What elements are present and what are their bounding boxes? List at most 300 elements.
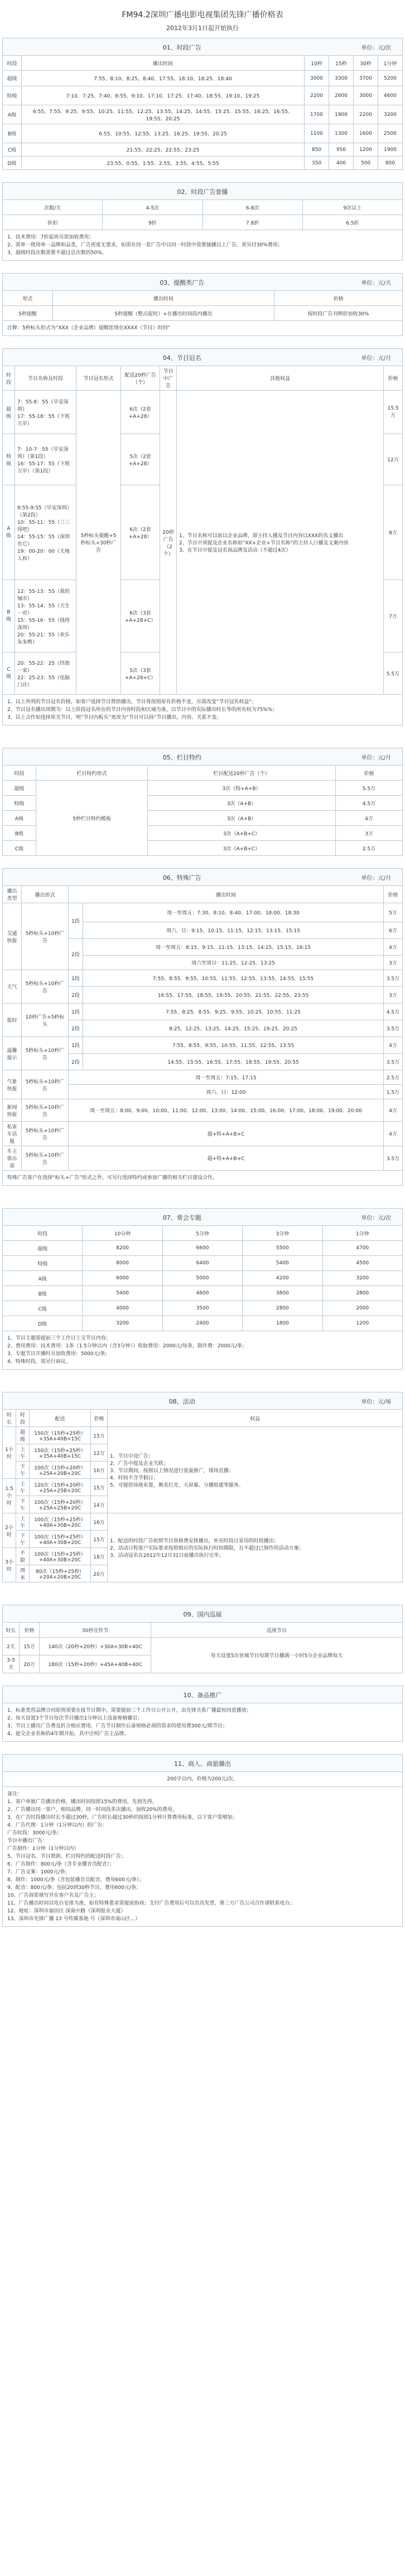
col-header: 节目冠名形式: [76, 366, 121, 391]
section-title: [2, 1208, 403, 1225]
table-row: [3, 781, 403, 796]
time-cell: 周六、日：12:00: [69, 1085, 384, 1099]
table-row: [3, 1316, 403, 1331]
price-cell: 2600: [329, 86, 354, 105]
table-row: [3, 1146, 403, 1171]
price-cell: 4500: [322, 1256, 402, 1271]
note-line: 1、标准类营品牌合同原则须要在接节目期中，需要提前三个工作日公开公开，由先锋关系广播最短同意播放；: [7, 1708, 252, 1713]
note-line: 1、技术费用：7折起再另需加收费用；: [7, 235, 94, 240]
price-cell: 3万: [384, 987, 403, 1004]
section-title: [2, 38, 403, 55]
topics-table: [2, 1225, 403, 1331]
table-row: [3, 124, 403, 143]
ad-cell: 3次（A+B+C）: [148, 841, 336, 856]
price-cell: 1100: [305, 124, 329, 143]
time-cell: 超+特+A+B+C: [69, 1146, 384, 1171]
reminder-table: [2, 290, 403, 321]
price-cell: 3300: [329, 71, 354, 86]
price-cell: 2000: [322, 1301, 402, 1316]
rights-cell: 1、节目中设广告； 2、广告中提及企业关联； 3、节目期间，按照以上情况进行流量推广，现场直播； 4、时间不含节假日； 5、可提供场地布置，舞美灯光、大屏幕、分播组建等服务。: [108, 1427, 403, 1513]
time-cell: 周六、日：9:15、10:15、11:15、12:15、13:15、15:15: [83, 922, 384, 939]
table-row: [3, 1122, 403, 1146]
price-cell: 2400: [162, 1316, 242, 1331]
price-cell: 4万: [384, 1122, 403, 1146]
grade-cell: C级: [3, 841, 36, 856]
slot-cell: 下午: [16, 1462, 30, 1479]
form-cell: 5秒标头+10秒广告: [22, 903, 69, 970]
ad-cell: 6次（2套+A+28）: [121, 391, 160, 434]
remarks: [2, 1787, 403, 1927]
grade-cell: 特级: [3, 86, 22, 105]
config-cell: 100次（15秒+25秒）+40A+30B+20C: [30, 1531, 91, 1548]
grade-cell: D级: [3, 1316, 83, 1331]
config-cell: 180次（15秒+20秒）+45A+40B+40C: [40, 1655, 151, 1673]
table-row: [3, 970, 403, 987]
price-cell: 1200: [354, 143, 378, 157]
col-header: 播出类型: [3, 886, 22, 903]
config-cell: 150次（15秒+25秒）+35A+40B+15C: [30, 1444, 91, 1462]
rights-cell: 1、配送的时段广告依照节目资格费安排播出，补充时段日采用的时段播出； 2、活动日程客户实际要求按照相应的实际执行时间期限，且不超过已制作的活动方案； 3、活动冠名在2012年12月31日前播出执行完毕。: [108, 1513, 403, 1582]
table-cell: 折扣: [3, 215, 103, 230]
sub-cell: 2段: [69, 939, 83, 970]
price-cell: 4600: [378, 86, 403, 105]
duration-cell: 1小时: [3, 1427, 16, 1479]
note-line: 备注：: [7, 1791, 23, 1797]
table-cell: 4-5次: [103, 200, 202, 215]
col-header: 1分钟: [322, 1226, 402, 1241]
note-line: 1、客户单独广告播出价格，播出时间按照15%的费用，先到先得。: [7, 1799, 157, 1805]
note-line: 4、广告代理：1分钟（1分钟以内）的广告：: [7, 1823, 108, 1828]
grade-cell: B级: [3, 1286, 83, 1301]
program-cell: 7：55-8：55（早安深圳） 17：55-18：55（下班万岁）: [15, 391, 76, 434]
slot-cell: 上午: [16, 1513, 30, 1531]
sub-cell: 2段: [69, 987, 83, 1004]
col-header: 价格: [20, 1623, 40, 1638]
form-cell: 5秒标头+10秒广告: [22, 1037, 69, 1070]
grade-cell: B级: [3, 580, 15, 652]
section-notes: 特殊广告客户在选择“标头+广告”形式之外，可另行选择特约或参加广播的相关栏目建设合作。: [2, 1171, 403, 1186]
table-row: [3, 1513, 403, 1531]
grade-cell: 特级: [3, 796, 36, 811]
col-header: 时长: [3, 1623, 20, 1638]
table-row: [3, 1241, 403, 1256]
note-line: 3、在广告时段播出时长不超过30秒，广告时长超过30秒的按照1分钟计算费用标准，以下客户需增加；: [7, 1815, 238, 1820]
ad-cell: 3次（特+A+B）: [148, 781, 336, 796]
note-line: 7、广告文案：1000元/条；: [7, 1869, 70, 1875]
note-line: 2、广告播出同一客户，相同品牌，同一时间段多次播出，加收20%的费用。: [7, 1807, 177, 1813]
price-cell: 15.5万: [384, 391, 403, 434]
time-cell: 超+特+A+B+C: [69, 1122, 384, 1146]
col-header: 播出形式: [22, 886, 69, 903]
price-cell: 3800: [243, 1286, 322, 1301]
section-title-text: 08、活动: [168, 1398, 195, 1405]
form-cell: 5秒栏目特约模板: [36, 781, 148, 856]
note-line: 2、节目冠名播出周期为：以上阶段冠名所在的节目内容时段和区域为准，以节目中的实际播出时长等的所有权为75%%；: [7, 707, 278, 713]
section-notes: 注释：5秒标头形式为“XXX（企业品牌）提醒您现在XXXX（节目）时间”: [2, 321, 403, 336]
duration-cell: 2天: [3, 1638, 20, 1655]
col-header: 价格: [384, 886, 403, 903]
table-row: [3, 86, 403, 105]
col-header: 配送20秒广告（个）: [121, 366, 160, 391]
section-notes: [2, 1331, 403, 1370]
unit-label: 单位：元/场: [361, 1399, 391, 1405]
grade-cell: 超级: [3, 71, 22, 86]
duration-cell: 1.5小时: [3, 1479, 16, 1513]
price-cell: 4万: [384, 939, 403, 956]
table-row: [3, 1427, 403, 1444]
price-cell: 3700: [354, 71, 378, 86]
type-cell: 温馨提示: [3, 1037, 22, 1070]
section-notes: [2, 230, 403, 261]
note-line: 3、专题节目开播时另加收费用：5000元/条；: [7, 1351, 110, 1357]
price-cell: 4200: [243, 1271, 322, 1286]
ad-cell: 3次（A+B）: [148, 796, 336, 811]
ad-cell: 5次（3套+A+28+C）: [121, 652, 160, 695]
section-title: [2, 273, 403, 290]
time-cell: 14:55、15:55、16:55、17:55、18:55、19:55、20:55: [83, 1054, 384, 1070]
col-header: 时段: [3, 766, 36, 781]
price-cell: 8万: [384, 485, 403, 580]
note-line: 4、提交企业名称的4年期开始，其中注明广告主品牌。: [7, 1731, 129, 1737]
config-cell: 120次（15秒+20秒）+25A+25B+20C: [30, 1479, 91, 1496]
price-cell: 1900: [378, 143, 403, 157]
section-title: 10、备品推广: [2, 1686, 403, 1703]
section-column-sponsor: [2, 748, 403, 856]
route-cell: 每天设置5次省城节目每期节目播满一小时5分企业品牌每天: [151, 1638, 403, 1673]
grade-cell: 超级: [3, 1241, 83, 1256]
unit-label: 单位：元/次: [361, 1215, 391, 1221]
price-cell: 5000: [162, 1271, 242, 1286]
form-cell: 5秒标头+10秒广告: [22, 970, 69, 1004]
form-cell: 5秒标头+10秒广告: [22, 1070, 69, 1099]
ad-cell: 3次（A+B+C）: [148, 826, 336, 841]
price-cell: 5万: [384, 903, 403, 922]
note-line: 9、配音：800元/条；包括20到30秒节目，费用600元/条；: [7, 1885, 142, 1891]
col-header: 价格: [91, 1410, 108, 1427]
unit-label: 单位：元/月: [361, 755, 391, 761]
price-cell: 12万: [384, 434, 403, 485]
type-cell: 报时: [3, 1004, 22, 1037]
price-cell: 3000: [354, 86, 378, 105]
grade-cell: C级: [3, 143, 22, 157]
form-cell: 5秒标头提醒+5秒标头+30秒广告: [76, 391, 121, 695]
price-cell: 4600: [162, 1286, 242, 1301]
table-cell: 5秒提醒（整点报时）+在播出时间段内播出: [53, 306, 274, 321]
price-cell: 1600: [354, 124, 378, 143]
unit-label: 单位：元/天: [361, 280, 391, 286]
price-cell: 2800: [322, 1286, 402, 1301]
note-line: 11、广告播出时间以电台安排为准，如有特殊要求需提前协商；支付广告费用后可以出具发票，第三方广告公司合作请联系电台；: [7, 1901, 295, 1906]
config-cell: 100次（15秒+20秒）+25A+25B+20C: [30, 1496, 91, 1513]
time-cell: 周一至周五：7:30、8:10、8:40、17:00、18:00、18:30: [83, 903, 384, 922]
col-header: 价格: [336, 766, 403, 781]
ad-cell: 5次（2套+A+28）: [121, 434, 160, 485]
time-cell: 7:55、8:55、9:55、10:55、11:55、12:55、13:55、14:55、15:55: [83, 970, 384, 987]
price-cell: 4.5万: [384, 1004, 403, 1020]
table-row: [3, 157, 403, 170]
price-cell: 14万: [91, 1496, 108, 1513]
price-cell: 5400: [243, 1256, 322, 1271]
type-cell: 新闻快报: [3, 1099, 22, 1122]
price-cell: 3.5万: [384, 1146, 403, 1171]
grade-cell: B级: [3, 826, 36, 841]
time-cell: 8:25、12:25、13:25、14:25、15:25、19:25、20:25: [83, 1020, 384, 1037]
type-cell: 车主俱乐部: [3, 1146, 22, 1171]
section-title: 09、国内巡展: [2, 1605, 403, 1622]
price-cell: 850: [305, 143, 329, 157]
price-cell: 4万: [384, 1037, 403, 1054]
col-header: 10分钟: [83, 1226, 162, 1241]
grade-cell: A级: [3, 485, 15, 580]
price-cell: 6000: [83, 1271, 162, 1286]
config-cell: 100次（15秒+25秒）+40A+30B+20C: [30, 1548, 91, 1565]
ad-cell: 6次（2套+A+28）: [121, 485, 160, 580]
time-cell: 周一至周五：8:15、9:15、11:15、13:15、14:15、15:15、16:15: [83, 939, 384, 956]
price-cell: 8200: [83, 1241, 162, 1256]
col-header: 15秒: [329, 56, 354, 71]
slot-cell: 周末: [16, 1565, 30, 1582]
time-cell: 6:55、10:55、12:55、13:25、16:25、19:55、20:25: [22, 124, 305, 143]
table-row: [3, 200, 403, 215]
note-line: 8、制作：1000元/条（含包装播音员配音，费用600元/条）；: [7, 1877, 144, 1883]
price-cell: 7万: [384, 580, 403, 652]
time-cell: 周六至周日：11:25、12:25、13:25: [83, 956, 384, 970]
config-cell: 140次（20秒+20秒）+30A+30B+40C: [40, 1638, 151, 1655]
grade-cell: C级: [3, 652, 15, 695]
pieces-cell: 20秒广告（2个）: [160, 391, 177, 695]
price-cell: 5500: [243, 1241, 322, 1256]
col-header: 节目中广告: [160, 366, 177, 391]
price-cell: 3000: [305, 71, 329, 86]
price-cell: 800: [378, 157, 403, 170]
section-title-text: 05、栏目特约: [162, 754, 201, 761]
grade-cell: C级: [3, 1301, 83, 1316]
price-cell: 3500: [162, 1301, 242, 1316]
price-cell: 1700: [305, 105, 329, 124]
time-cell: 7:55、8:10、8:25、8:40、17:55、18:10、18:25、18:40: [22, 71, 305, 86]
table-row: [3, 71, 403, 86]
price-cell: 2200: [305, 86, 329, 105]
config-cell: 100次（15秒+20秒）+25A+20B+20C: [30, 1462, 91, 1479]
col-header: 配送: [30, 1410, 91, 1427]
grade-cell: A级: [3, 811, 36, 826]
duration-cell: 2小时: [3, 1513, 16, 1548]
price-cell: 1.5万: [384, 1085, 403, 1099]
col-header: 30秒宣传节: [40, 1623, 151, 1638]
price-cell: 15万: [91, 1427, 108, 1444]
form-cell: 10秒广告+5秒标头: [22, 1004, 69, 1037]
col-header: 播出时间: [69, 886, 384, 903]
price-cell: 16万: [91, 1513, 108, 1531]
price-cell: 3.5万: [384, 1054, 403, 1070]
price-cell: 3.5万: [384, 1020, 403, 1037]
grade-cell: A级: [3, 1271, 83, 1286]
time-slot-table: [2, 55, 403, 170]
time-cell: 16:55、17:55、18:55、19:55、20:55、21:55、22:55、23:55: [83, 987, 384, 1004]
rights-cell: 1、节目名称可以前以企业品牌，即主持人播及节目内容以XXX的名义播出 2、节目中须提及企业名称如“XX+企业+节目名称”的主持人口播及文案内容 3、在节目中提及冠名商品牌及活动（不超过4次）: [177, 391, 384, 695]
price-cell: 4.5万: [336, 796, 403, 811]
program-cell: 12：55-13：55（我的城市） 13：55-14：55（天生一对） 15：55-16：55（钱得深圳） 20：55-21：55（欢乐朱朱鸭）: [15, 580, 76, 652]
ad-cell: 6次（3套+A+28+C）: [121, 580, 160, 652]
note-line: 1、以上所列的节目冠名价格，如客户选择节目赞助播出，节目将按照原有价格不变，另需改变“节目冠名权益”；: [7, 699, 257, 705]
section-special-ads: [2, 868, 403, 1186]
price-cell: 8000: [83, 1256, 162, 1271]
note-line: 10、广告商需填写并在客户名及广告主；: [7, 1893, 99, 1898]
table-row: [3, 1638, 403, 1655]
slot-cell: 不限: [16, 1548, 30, 1565]
note-line: 4、特殊时段，需另行商议。: [7, 1359, 71, 1365]
price-cell: 20万: [20, 1655, 40, 1673]
price-cell: 18万: [91, 1548, 108, 1565]
section-subtitle: 200字以内，价格为200元/次。: [2, 1771, 403, 1787]
section-notes: [2, 1703, 403, 1742]
section-title: 11、商人、商旅播出: [2, 1754, 403, 1771]
note-line: 节目中播出广告：: [7, 1838, 48, 1844]
price-cell: 15万: [91, 1531, 108, 1548]
section-promotion: [2, 1686, 403, 1742]
table-cell: 9折: [103, 215, 202, 230]
table-row: [3, 1099, 403, 1122]
table-row: [3, 391, 403, 434]
section-title-text: 03、提醒类广告: [160, 279, 205, 286]
slot-cell: 下午: [16, 1531, 30, 1548]
sub-cell: 1段: [69, 1037, 83, 1054]
time-cell: 23:55、0:55、1:55、2:55、3:55、4:55、5:55: [22, 157, 305, 170]
col-header: 巡视节目: [151, 1623, 403, 1638]
section-reminder-ads: [2, 273, 403, 336]
section-package-discount: [2, 182, 403, 261]
program-cell: 8:55-9:55（早安深圳）（第2段） 10：55-11：55（三三得吧） 14：55-15：55（深圳有它） 19：00-20：00（天地人和）: [15, 485, 76, 580]
table-cell: 7.8折: [202, 215, 302, 230]
program-cell: 20：55-22：25（四海一家） 22：25-23：55（电脑门诊）: [15, 652, 76, 695]
table-cell: 5秒提醒: [3, 306, 53, 321]
duration-cell: 3小时: [3, 1548, 16, 1582]
sub-cell: 2段: [69, 1054, 83, 1070]
section-title: [2, 348, 403, 366]
time-cell: 周一至周五：7:15、17:15: [69, 1070, 384, 1085]
program-cell: 7：10-7：55（早安深圳）（第1段） 16：55-17：55（下班万岁）（第1段）: [15, 434, 76, 485]
section-tour: [2, 1605, 403, 1673]
price-cell: 2.5万: [336, 841, 403, 856]
section-time-slot-ads: [2, 38, 403, 170]
note-line: 2、需单一使用单一品牌和品类，广告密度无要求，如需在同一套广告中以同一时段中需要插播以上广告，须另付30%费用；: [7, 242, 283, 248]
col-header: 栏目配送20秒广告（个）: [148, 766, 336, 781]
price-cell: 5400: [83, 1286, 162, 1301]
note-line: 3、节目上播出广告费及折合相应费用，广告节目制作后备规格必须的需求的使用费300元/期节目；: [7, 1723, 228, 1729]
note-line: 12、地址：深圳市福田区 深南中路（深圳报业大厦）: [7, 1908, 126, 1914]
price-cell: 5.5万: [384, 652, 403, 695]
form-cell: 5秒标头+10秒广告: [22, 1122, 69, 1146]
price-cell: 1800: [243, 1316, 322, 1331]
col-header: 1分钟: [378, 56, 403, 71]
section-title-text: 06、特殊广告: [162, 874, 201, 882]
col-header: 栏目特约形式: [36, 766, 148, 781]
config-cell: 150次（15秒+25秒）+35A+40B+15C: [30, 1427, 91, 1444]
duration-cell: 3-5天: [3, 1655, 20, 1673]
col-header: 10秒: [305, 56, 329, 71]
unit-label: 单位：元/月: [361, 356, 391, 362]
grade-cell: 特级: [3, 434, 15, 485]
sub-cell: 2段: [69, 1020, 83, 1037]
sub-cell: 1段: [69, 903, 83, 939]
section-title: [2, 1392, 403, 1409]
price-cell: 2200: [354, 105, 378, 124]
section-title: 02、时段广告套播: [2, 182, 403, 199]
table-row: [3, 1037, 403, 1054]
sponsor-table: [2, 765, 403, 856]
col-header: 时长: [3, 1410, 16, 1427]
col-header: 节目名称及时段: [15, 366, 76, 391]
col-header: 其他权益: [177, 366, 384, 391]
price-cell: 3.5万: [384, 970, 403, 987]
table-row: [3, 1271, 403, 1286]
table-row: [3, 1286, 403, 1301]
price-cell: 3万: [384, 956, 403, 970]
price-cell: 1300: [329, 124, 354, 143]
unit-label: 单位：元/次: [361, 45, 391, 51]
table-cell: 6-8次: [202, 200, 302, 215]
col-header: 时段: [3, 56, 22, 71]
note-line: 3、超级时段次数需要不超过总次数的50%。: [7, 250, 107, 256]
price-cell: 2.5万: [384, 1070, 403, 1085]
type-cell: 私家车话题: [3, 1122, 22, 1146]
price-cell: 3万: [336, 826, 403, 841]
price-cell: 3200: [378, 105, 403, 124]
grade-cell: D级: [3, 157, 22, 170]
col-header: 3分钟: [243, 1226, 322, 1241]
price-cell: 4万: [384, 1099, 403, 1122]
price-cell: 400: [329, 157, 354, 170]
price-cell: 5200: [378, 71, 403, 86]
table-row: [3, 105, 403, 124]
table-row: [3, 1301, 403, 1316]
price-cell: 1900: [329, 105, 354, 124]
discount-table: [2, 199, 403, 230]
table-row: [3, 1070, 403, 1085]
price-cell: 5.5万: [336, 781, 403, 796]
section-notes: [2, 695, 403, 725]
price-cell: 1200: [322, 1316, 402, 1331]
type-cell: 交通快报: [3, 903, 22, 970]
time-cell: 周一至周五：8:00、9:00、10:00、11:00、12:00、13:00、14:00、15:00、16:00、17:00、18:00、19:00、20:00: [69, 1099, 384, 1122]
time-cell: 7:10、7:25、7:40、8:55、9:10、17:10、17:25、17:40、18:55、19:10、19:25: [22, 86, 305, 105]
table-row: [3, 215, 403, 230]
col-header: 价格: [384, 366, 403, 391]
table-cell: 按时段广告刊例价加收30%: [274, 306, 403, 321]
section-program-naming: [2, 348, 403, 725]
note-line: 13、深圳市先锋广播 13 号传媒基地 号（深圳市南山区...）: [7, 1916, 141, 1922]
unit-label: 单位：元/月: [361, 875, 391, 882]
note-line: 3、以上合作如选择库关节目，则“节目内板头”更改为“节目可以扬”节目播出，内容、关系不变。: [7, 715, 222, 720]
price-cell: 6600: [162, 1241, 242, 1256]
tour-table: [2, 1622, 403, 1673]
section-title-text: 07、常会专题: [162, 1214, 201, 1221]
grade-cell: 特级: [3, 1256, 83, 1271]
ad-cell: 3次（A+B）: [148, 811, 336, 826]
col-header: 价格: [274, 291, 403, 306]
col-header: 时段: [3, 1226, 83, 1241]
type-cell: 天气: [3, 970, 22, 1004]
price-cell: 500: [354, 157, 378, 170]
form-cell: 5秒标头+10秒广告: [22, 1146, 69, 1171]
table-row: [3, 143, 403, 157]
price-cell: 950: [329, 143, 354, 157]
naming-table: [2, 366, 403, 695]
time-cell: 6:55、7:55、9:25、9:55、10:25、11:55、12:25、13:55、14:25、14:55、15:25、15:55、16:25、16:55、19:55、20:25: [22, 105, 305, 124]
time-cell: 7:55、8:55、9:55、10:55、11:55、12:55、13:55: [83, 1037, 384, 1054]
slot-cell: 上午: [16, 1479, 30, 1496]
price-list-page: [0, 9, 405, 1938]
